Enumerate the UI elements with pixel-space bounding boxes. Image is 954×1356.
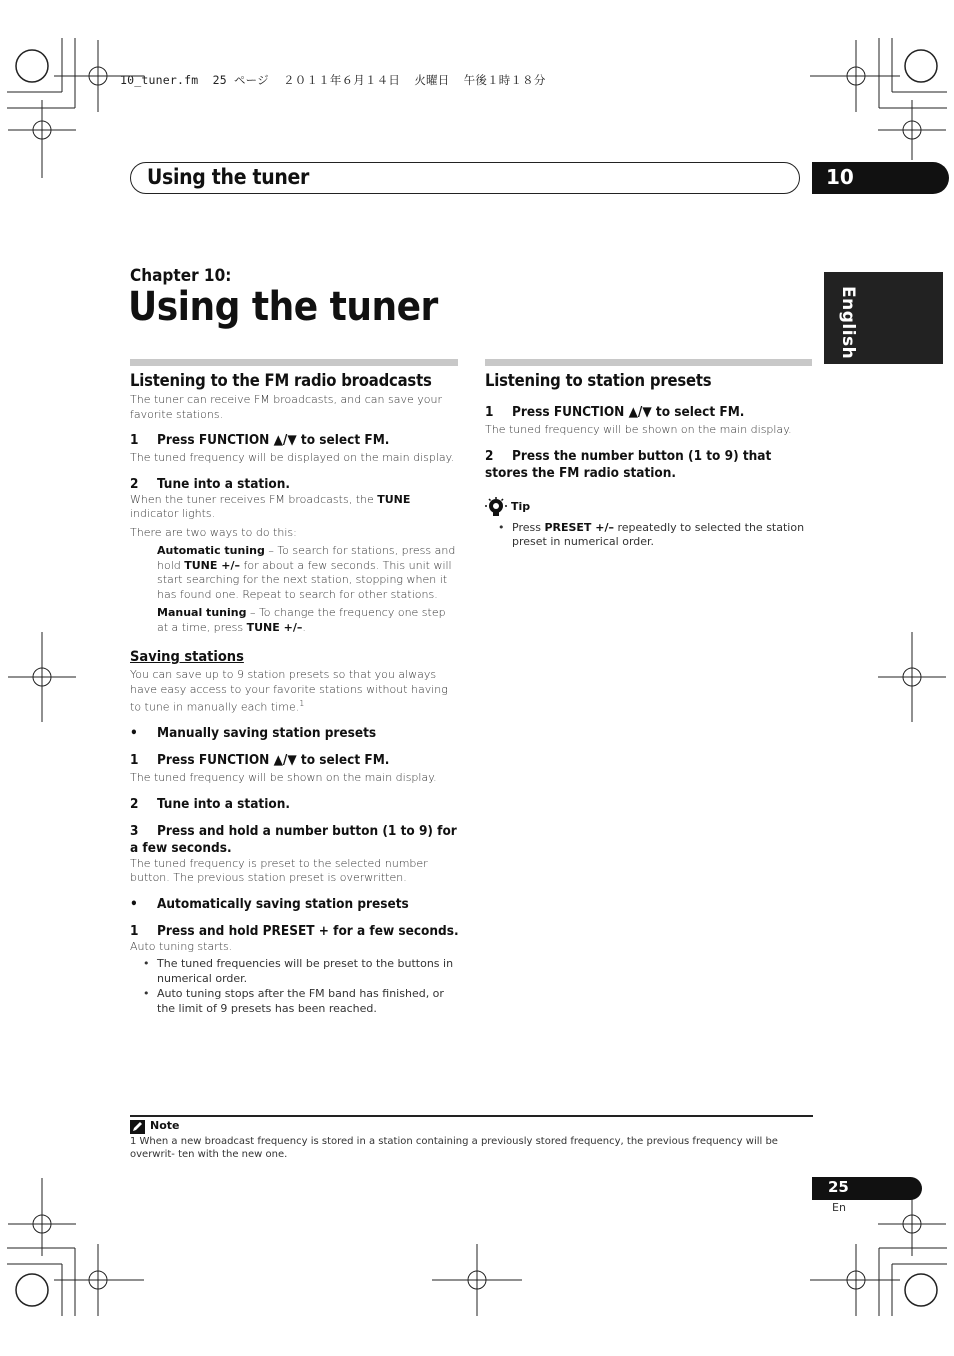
- manual-save-step-3-note: The tuned frequency is preset to the selected number button. The previous station preset is overwritten.: [130, 856, 428, 885]
- manual-save-heading: • Manually saving station presets: [130, 725, 377, 742]
- auto-save-bullets: [130, 957, 460, 1016]
- auto-save-step-1-note: Auto tuning starts.: [130, 939, 233, 953]
- tip-bullets: [485, 521, 815, 550]
- left-column-bar: [130, 359, 458, 366]
- footnote-rule: [130, 1115, 813, 1117]
- saving-stations-heading: Saving stations: [130, 649, 244, 665]
- tip-label: Tip: [511, 500, 531, 513]
- fm-step-2: 2 Tune into a station.: [130, 475, 290, 492]
- language-tab-label: English: [838, 286, 858, 360]
- automatic-tuning-text: Automatic tuning – To search for stations, press and hold TUNE +/– for about a few seconds. This unit will start searching for the next station, stopping when it has found one. Repeat to search for other stations.: [157, 544, 456, 601]
- presets-step-2: 2 Press the number button (1 to 9) that stores the FM radio station.: [485, 447, 772, 481]
- manual-save-step-3: 3 Press and hold a number button (1 to 9) for a few seconds.: [130, 822, 457, 856]
- page-number: 25: [828, 1178, 849, 1196]
- note-label: Note: [150, 1119, 180, 1132]
- header-title: Using the tuner: [147, 165, 310, 189]
- list-item: • Press PRESET +/– repeatedly to selected the station preset in numerical order.: [485, 521, 815, 550]
- page-title: Using the tuner: [128, 284, 438, 330]
- page-number-badge: [812, 1177, 922, 1200]
- presets-step-1-note: The tuned frequency will be shown on the main display.: [485, 423, 792, 436]
- note-text: 1 When a new broadcast frequency is stored in a station containing a previously stored frequency, the previous frequency will be overwrit- ten with the new one.: [130, 1136, 778, 1160]
- chapter-number: 10: [826, 165, 854, 189]
- right-column: [485, 371, 815, 550]
- manual-save-step-2: 2 Tune into a station.: [130, 795, 290, 812]
- manual-save-step-1-note: The tuned frequency will be shown on the main display.: [130, 771, 437, 785]
- two-ways-text: There are two ways to do this:: [130, 525, 297, 539]
- saving-intro: You can save up to 9 station presets so that you always have easy access to your favorite stations without having to tune in manually each time.$^1$: [130, 668, 448, 714]
- left-column: [130, 371, 460, 1016]
- manual-tuning-text: Manual tuning – To change the frequency one step at a time, press TUNE +/–.: [157, 606, 446, 634]
- header-banner: [130, 162, 800, 194]
- presets-step-1: 1 Press FUNCTION ▲/▼ to select FM.: [485, 404, 745, 420]
- manual-save-step-1: 1 Press FUNCTION ▲/▼ to select FM.: [130, 752, 390, 769]
- language-code: En: [832, 1201, 846, 1214]
- tip-header: [485, 497, 815, 517]
- auto-save-step-1: 1 Press and hold PRESET + for a few seconds.: [130, 922, 459, 939]
- station-presets-heading: Listening to station presets: [485, 371, 712, 390]
- list-item: • Auto tuning stops after the FM band has finished, or the limit of 9 presets has been reached.: [130, 987, 460, 1016]
- auto-save-heading: • Automatically saving station presets: [130, 895, 409, 912]
- right-column-bar: [485, 359, 812, 366]
- note-pencil-icon: [130, 1120, 145, 1134]
- fm-step-1-note: The tuned frequency will be displayed on the main display.: [130, 451, 455, 464]
- chapter-label: Chapter 10:: [130, 266, 232, 286]
- language-tab: [824, 272, 943, 364]
- chapter-number-badge: [812, 162, 949, 194]
- fm-step-2-note: When the tuner receives FM broadcasts, the TUNE indicator lights.: [130, 492, 411, 520]
- list-item: • The tuned frequencies will be preset to the buttons in numerical order.: [130, 957, 460, 986]
- fm-intro: The tuner can receive FM broadcasts, and can save your favorite stations.: [130, 393, 442, 421]
- fm-step-1: 1 Press FUNCTION ▲/▼ to select FM.: [130, 432, 390, 448]
- lightbulb-icon: [485, 497, 507, 517]
- footnote-ref: 1: [299, 699, 305, 708]
- fm-broadcasts-heading: Listening to the FM radio broadcasts: [130, 371, 432, 390]
- file-header: 10_tuner.fm 25 ページ ２０１１年６月１４日 火曜日 午後１時１８分: [120, 73, 546, 87]
